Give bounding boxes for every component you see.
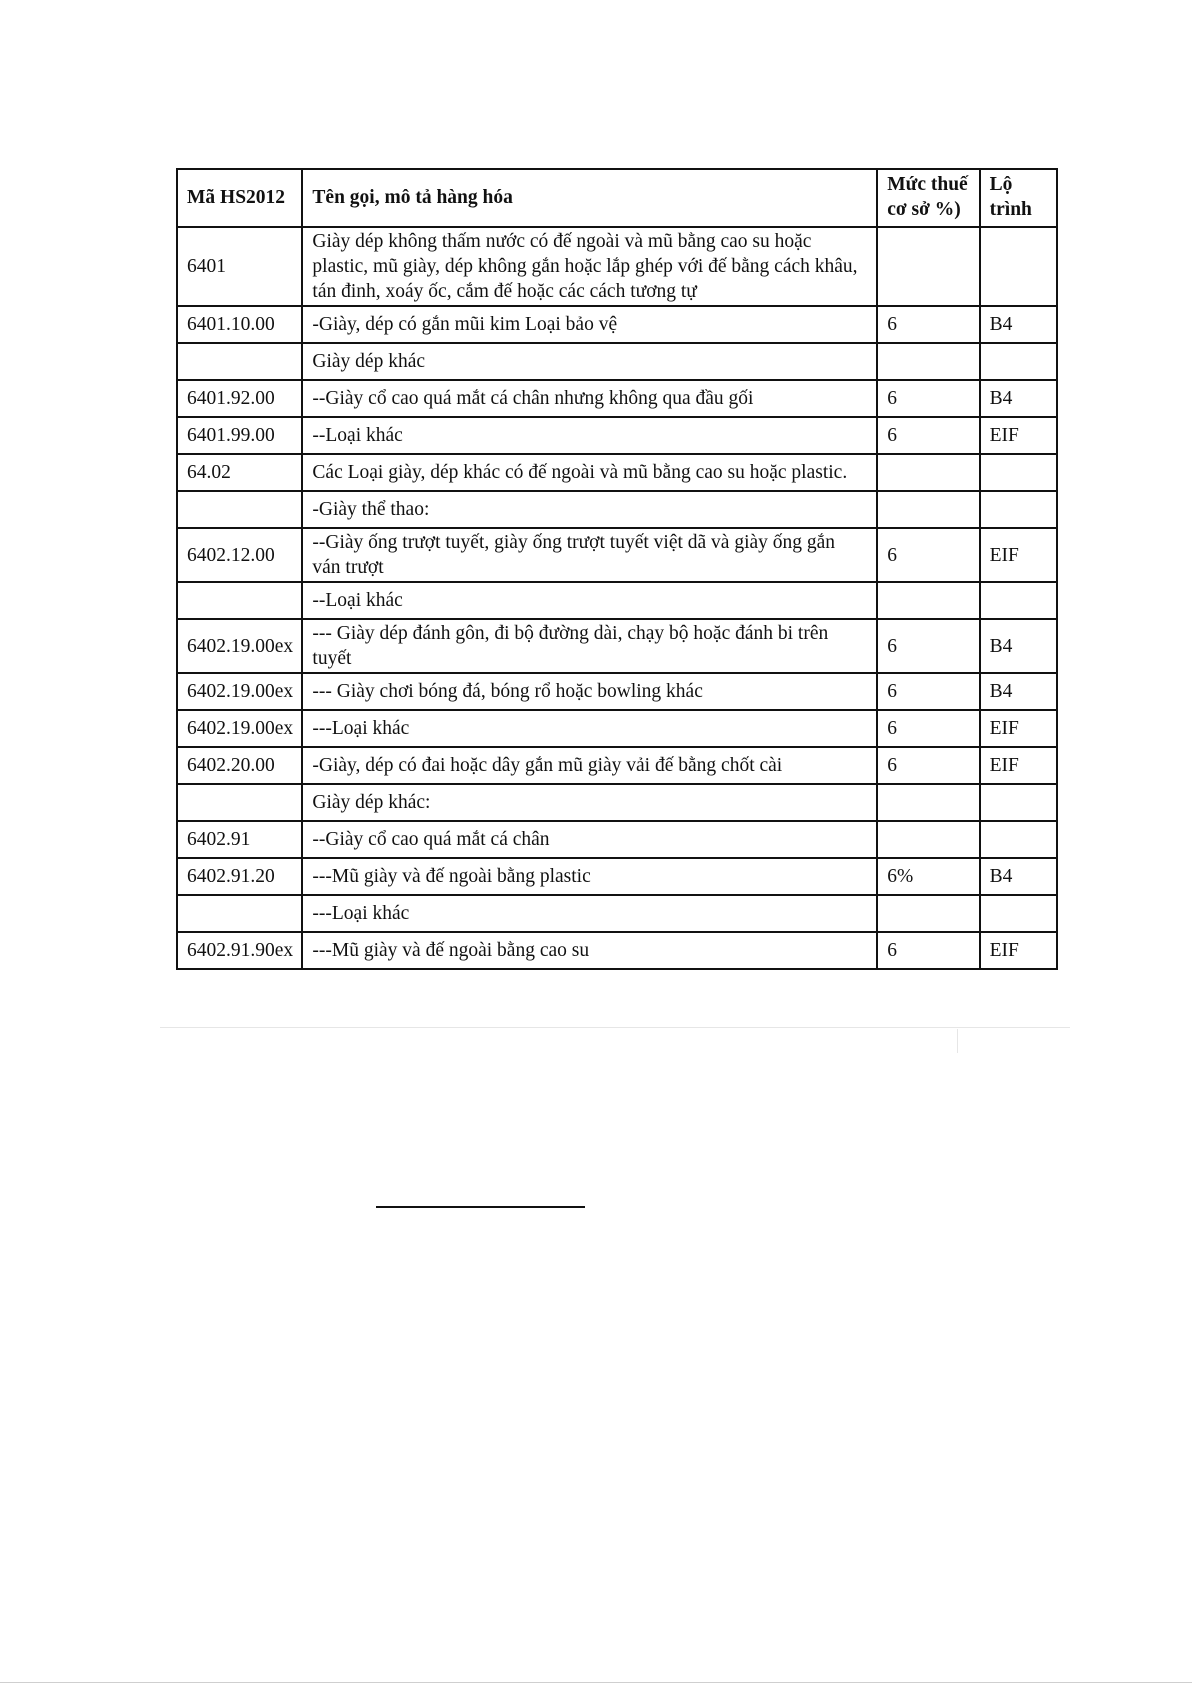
base-rate-cell (877, 784, 979, 821)
table-row (177, 895, 1057, 932)
base-rate-cell (877, 454, 979, 491)
schedule-cell (980, 784, 1057, 821)
table-row (177, 417, 1057, 454)
description-cell: --- Giày chơi bóng đá, bóng rổ hoặc bowling khác (302, 673, 877, 710)
header-schedule-line2: trình (989, 199, 1032, 220)
description-cell: Giày dép không thấm nước có đế ngoài và mũ bằng cao su hoặc plastic, mũ giày, dép không gắn hoặc lắp ghép với đế bằng cách khâu, tán đinh, xoáy ốc, cắm đế hoặc các cách tương tự (302, 227, 877, 306)
schedule-cell (980, 227, 1057, 306)
page-bottom-edge (0, 1682, 1192, 1683)
hs-code-cell: 6402.19.00ex (177, 710, 302, 747)
description-cell: ---Loại khác (302, 710, 877, 747)
header-description: Tên gọi, mô tả hàng hóa (302, 169, 877, 227)
table-row (177, 932, 1057, 969)
schedule-cell: EIF (980, 710, 1057, 747)
description-cell: ---Mũ giày và đế ngoài bằng cao su (302, 932, 877, 969)
tariff-table (176, 168, 1058, 970)
table-row (177, 821, 1057, 858)
hs-code-cell: 6401.92.00 (177, 380, 302, 417)
schedule-cell (980, 582, 1057, 619)
description-cell: --Giày ống trượt tuyết, giày ống trượt tuyết việt dã và giày ống gắn ván trượt (302, 528, 877, 582)
description-cell: --Giày cổ cao quá mắt cá chân nhưng không qua đầu gối (302, 380, 877, 417)
schedule-cell (980, 454, 1057, 491)
schedule-cell: EIF (980, 528, 1057, 582)
hs-code-cell: 6402.12.00 (177, 528, 302, 582)
table-row (177, 343, 1057, 380)
hs-code-cell: 6402.20.00 (177, 747, 302, 784)
header-hs-code: Mã HS2012 (177, 169, 302, 227)
hs-code-cell: 6402.91.90ex (177, 932, 302, 969)
description-cell: Các Loại giày, dép khác có đế ngoài và mũ bằng cao su hoặc plastic. (302, 454, 877, 491)
table-header-row (177, 169, 1057, 227)
schedule-cell: B4 (980, 306, 1057, 343)
description-cell: -Giày, dép có đai hoặc dây gắn mũ giày vải đế bằng chốt cài (302, 747, 877, 784)
hs-code-cell (177, 343, 302, 380)
schedule-cell: B4 (980, 619, 1057, 673)
base-rate-cell (877, 821, 979, 858)
schedule-cell (980, 821, 1057, 858)
table-row (177, 582, 1057, 619)
base-rate-cell: 6 (877, 747, 979, 784)
hs-code-cell: 6402.91.20 (177, 858, 302, 895)
table-row (177, 454, 1057, 491)
description-cell: --Loại khác (302, 582, 877, 619)
hs-code-cell (177, 895, 302, 932)
base-rate-cell: 6 (877, 380, 979, 417)
schedule-cell: EIF (980, 932, 1057, 969)
hs-code-cell (177, 784, 302, 821)
page-cut-tick (957, 1029, 958, 1053)
schedule-cell (980, 895, 1057, 932)
header-base-rate (877, 169, 979, 227)
hs-code-cell: 6402.19.00ex (177, 673, 302, 710)
hs-code-cell: 6401.99.00 (177, 417, 302, 454)
footnote-separator (376, 1206, 585, 1208)
base-rate-cell (877, 227, 979, 306)
page-cut-line (160, 1027, 1070, 1028)
description-cell: -Giày, dép có gắn mũi kim Loại bảo vệ (302, 306, 877, 343)
table-row (177, 784, 1057, 821)
base-rate-cell: 6 (877, 528, 979, 582)
table-row (177, 710, 1057, 747)
hs-code-cell: 6402.19.00ex (177, 619, 302, 673)
header-schedule (980, 169, 1057, 227)
table-row (177, 227, 1057, 306)
hs-code-cell (177, 582, 302, 619)
table-row (177, 528, 1057, 582)
description-cell: ---Mũ giày và đế ngoài bằng plastic (302, 858, 877, 895)
schedule-cell: B4 (980, 673, 1057, 710)
schedule-cell (980, 491, 1057, 528)
schedule-cell: EIF (980, 747, 1057, 784)
hs-code-cell: 6402.91 (177, 821, 302, 858)
hs-code-cell: 6401.10.00 (177, 306, 302, 343)
base-rate-cell: 6 (877, 619, 979, 673)
base-rate-cell: 6 (877, 306, 979, 343)
hs-code-cell (177, 491, 302, 528)
header-base-rate-line1: Mức thuế (887, 174, 968, 195)
table-row (177, 380, 1057, 417)
description-cell: --- Giày dép đánh gôn, đi bộ đường dài, chạy bộ hoặc đánh bi trên tuyết (302, 619, 877, 673)
base-rate-cell: 6 (877, 673, 979, 710)
base-rate-cell (877, 895, 979, 932)
schedule-cell: B4 (980, 380, 1057, 417)
description-cell: --Giày cổ cao quá mắt cá chân (302, 821, 877, 858)
description-cell: -Giày thể thao: (302, 491, 877, 528)
table-row (177, 306, 1057, 343)
description-cell: Giày dép khác: (302, 784, 877, 821)
base-rate-cell: 6% (877, 858, 979, 895)
description-cell: --Loại khác (302, 417, 877, 454)
header-base-rate-line2: cơ sở %) (887, 199, 961, 220)
header-schedule-line1: Lộ (989, 174, 1013, 195)
table-row (177, 858, 1057, 895)
base-rate-cell: 6 (877, 417, 979, 454)
description-cell: Giày dép khác (302, 343, 877, 380)
table-row (177, 747, 1057, 784)
base-rate-cell: 6 (877, 932, 979, 969)
table-row (177, 673, 1057, 710)
description-cell: ---Loại khác (302, 895, 877, 932)
schedule-cell: B4 (980, 858, 1057, 895)
base-rate-cell: 6 (877, 710, 979, 747)
hs-code-cell: 64.02 (177, 454, 302, 491)
base-rate-cell (877, 343, 979, 380)
base-rate-cell (877, 491, 979, 528)
table-row (177, 491, 1057, 528)
schedule-cell: EIF (980, 417, 1057, 454)
table-row (177, 619, 1057, 673)
base-rate-cell (877, 582, 979, 619)
hs-code-cell: 6401 (177, 227, 302, 306)
schedule-cell (980, 343, 1057, 380)
